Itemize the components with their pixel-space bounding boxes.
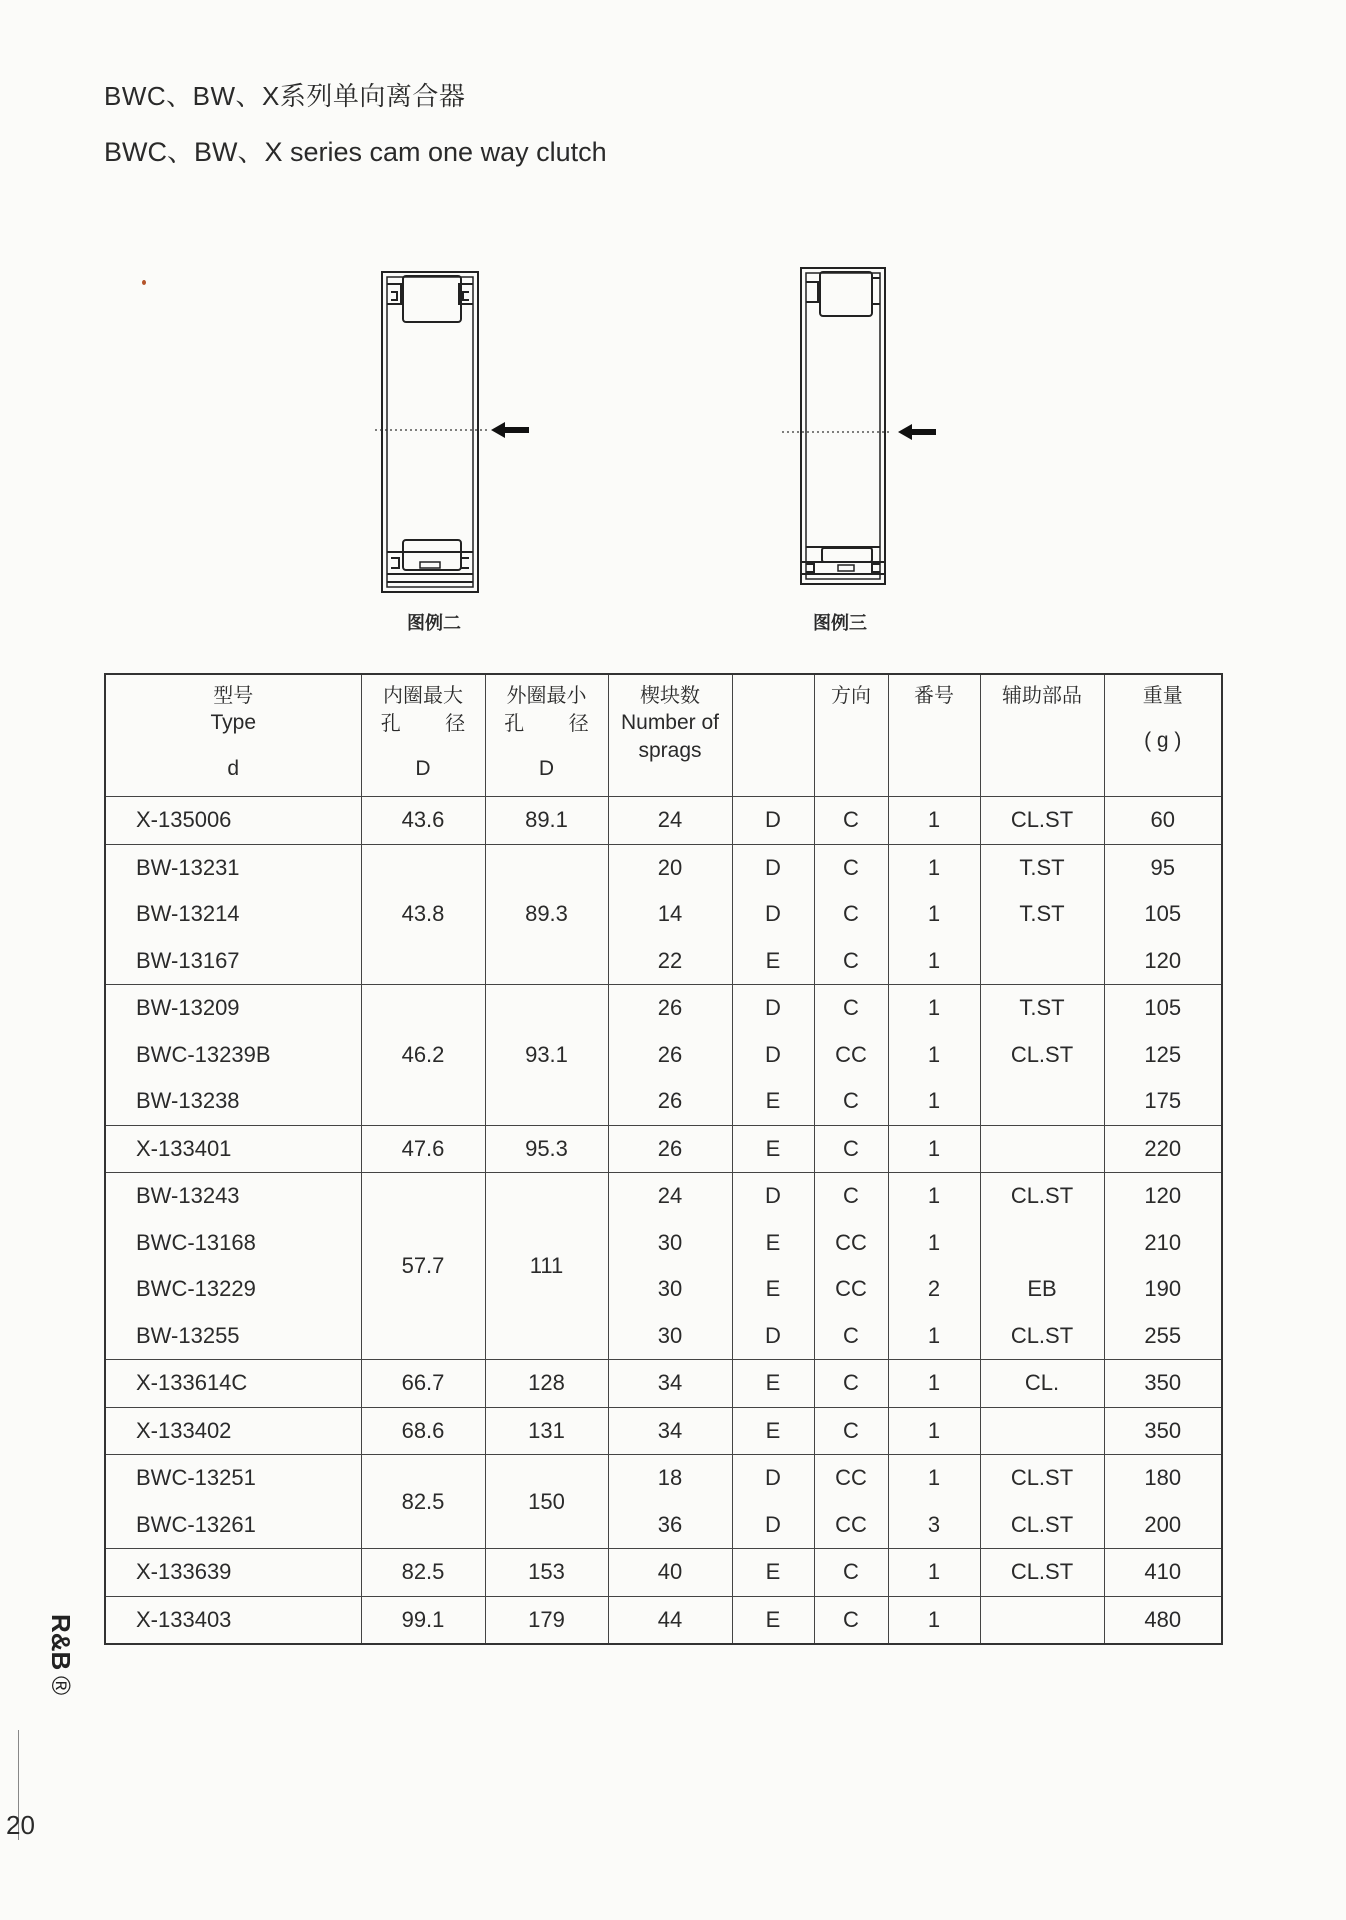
cell-weight: 255 [1104, 1313, 1222, 1360]
cell-number: 1 [888, 1407, 980, 1455]
cell-accessory: EB [980, 1266, 1104, 1313]
cell-outer-bore: 89.1 [485, 797, 608, 845]
header-type: 型号 Type d [105, 674, 361, 797]
table-row [105, 938, 1222, 985]
cell-direction: CC [814, 1502, 888, 1549]
cell-number: 3 [888, 1502, 980, 1549]
cell-accessory: T.ST [980, 985, 1104, 1032]
cell-code: D [732, 1502, 814, 1549]
cell-direction: C [814, 797, 888, 845]
cell-number: 1 [888, 1596, 980, 1644]
cell-sprags: 24 [608, 1173, 732, 1220]
print-speck [142, 280, 146, 285]
cell-number: 1 [888, 938, 980, 985]
cell-code: E [732, 1078, 814, 1125]
cell-number: 1 [888, 1313, 980, 1360]
cell-weight: 175 [1104, 1078, 1222, 1125]
cell-accessory: T.ST [980, 844, 1104, 891]
cell-direction: C [814, 1313, 888, 1360]
table-row [105, 844, 1222, 891]
cell-type: BWC-13239B [105, 1032, 361, 1079]
cell-weight: 200 [1104, 1502, 1222, 1549]
cell-accessory: CL. [980, 1360, 1104, 1408]
page-title-cn: BWC、BW、X系列单向离合器 [104, 81, 466, 111]
cell-outer-bore: 93.1 [485, 985, 608, 1126]
cell-direction: CC [814, 1266, 888, 1313]
cell-outer-bore: 95.3 [485, 1125, 608, 1173]
cell-type: BW-13255 [105, 1313, 361, 1360]
table-row [105, 985, 1222, 1032]
cell-outer-bore: 128 [485, 1360, 608, 1408]
cell-type: BWC-13168 [105, 1220, 361, 1267]
cell-accessory [980, 1220, 1104, 1267]
cell-weight: 210 [1104, 1220, 1222, 1267]
cell-weight: 350 [1104, 1360, 1222, 1408]
cell-number: 1 [888, 1360, 980, 1408]
header-inner-bore: 内圈最大 孔 径 D [361, 674, 485, 797]
cell-inner-bore: 47.6 [361, 1125, 485, 1173]
cell-inner-bore: 43.6 [361, 797, 485, 845]
cell-weight: 220 [1104, 1125, 1222, 1173]
cell-sprags: 18 [608, 1455, 732, 1502]
cell-accessory [980, 1078, 1104, 1125]
cell-accessory: CL.ST [980, 1313, 1104, 1360]
spec-table-body [105, 797, 1222, 1645]
header-accessory: 辅助部品 [980, 674, 1104, 797]
cell-weight: 105 [1104, 891, 1222, 938]
cell-type: X-135006 [105, 797, 361, 845]
cell-outer-bore: 150 [485, 1455, 608, 1549]
table-row [105, 797, 1222, 845]
cell-type: X-133403 [105, 1596, 361, 1644]
cell-outer-bore: 153 [485, 1549, 608, 1597]
cell-sprags: 20 [608, 844, 732, 891]
cell-code: E [732, 1549, 814, 1597]
cell-sprags: 34 [608, 1407, 732, 1455]
cell-inner-bore: 66.7 [361, 1360, 485, 1408]
cell-number: 1 [888, 844, 980, 891]
cell-number: 1 [888, 1125, 980, 1173]
figure-two-caption: 图例二 [407, 613, 461, 633]
header-sprags: 楔块数 Number of sprags [608, 674, 732, 797]
header-direction: 方向 [814, 674, 888, 797]
cell-type: BW-13167 [105, 938, 361, 985]
cell-weight: 125 [1104, 1032, 1222, 1079]
table-row [105, 1360, 1222, 1408]
cell-accessory: CL.ST [980, 1455, 1104, 1502]
cell-code: E [732, 1360, 814, 1408]
cell-direction: C [814, 1596, 888, 1644]
table-row [105, 1596, 1222, 1644]
table-row [105, 1549, 1222, 1597]
cell-number: 1 [888, 1078, 980, 1125]
table-row [105, 1220, 1222, 1267]
header-weight: 重量 ( g ) [1104, 674, 1222, 797]
brand-text: R&B [46, 1614, 76, 1671]
cell-type: X-133614C [105, 1360, 361, 1408]
cell-type: X-133639 [105, 1549, 361, 1597]
cell-code: E [732, 1125, 814, 1173]
cell-outer-bore: 179 [485, 1596, 608, 1644]
cell-number: 2 [888, 1266, 980, 1313]
table-row [105, 1266, 1222, 1313]
cell-number: 1 [888, 1032, 980, 1079]
figure-two-drawing [365, 262, 545, 592]
cell-sprags: 36 [608, 1502, 732, 1549]
cell-sprags: 26 [608, 1125, 732, 1173]
cell-weight: 480 [1104, 1596, 1222, 1644]
cell-weight: 180 [1104, 1455, 1222, 1502]
cell-sprags: 26 [608, 1032, 732, 1079]
cell-accessory: CL.ST [980, 1032, 1104, 1079]
cell-outer-bore: 131 [485, 1407, 608, 1455]
cell-direction: C [814, 844, 888, 891]
cell-weight: 105 [1104, 985, 1222, 1032]
cell-sprags: 44 [608, 1596, 732, 1644]
cell-direction: C [814, 1549, 888, 1597]
cell-type: BW-13231 [105, 844, 361, 891]
cell-accessory [980, 938, 1104, 985]
cell-sprags: 30 [608, 1266, 732, 1313]
cell-type: BWC-13229 [105, 1266, 361, 1313]
cell-weight: 410 [1104, 1549, 1222, 1597]
cell-weight: 95 [1104, 844, 1222, 891]
cell-sprags: 40 [608, 1549, 732, 1597]
cell-outer-bore: 111 [485, 1173, 608, 1360]
cell-code: D [732, 1032, 814, 1079]
cell-direction: CC [814, 1032, 888, 1079]
table-header-row [105, 674, 1222, 797]
cell-accessory: CL.ST [980, 1173, 1104, 1220]
cell-code: E [732, 1596, 814, 1644]
figure-three-drawing [770, 262, 960, 592]
brand-logo [22, 1612, 76, 1722]
cell-type: BW-13209 [105, 985, 361, 1032]
cell-direction: C [814, 1078, 888, 1125]
cell-type: BW-13214 [105, 891, 361, 938]
cell-weight: 60 [1104, 797, 1222, 845]
table-row [105, 1313, 1222, 1360]
cell-code: D [732, 1173, 814, 1220]
cell-type: BWC-13261 [105, 1502, 361, 1549]
cell-weight: 190 [1104, 1266, 1222, 1313]
cell-type: BW-13238 [105, 1078, 361, 1125]
cell-inner-bore: 99.1 [361, 1596, 485, 1644]
cell-sprags: 26 [608, 985, 732, 1032]
cell-sprags: 30 [608, 1313, 732, 1360]
cell-accessory [980, 1596, 1104, 1644]
cell-inner-bore: 57.7 [361, 1173, 485, 1360]
page-number: 20 [6, 1810, 35, 1840]
cell-number: 1 [888, 1455, 980, 1502]
cell-code: D [732, 985, 814, 1032]
cell-sprags: 24 [608, 797, 732, 845]
cell-accessory: T.ST [980, 891, 1104, 938]
cell-sprags: 30 [608, 1220, 732, 1267]
table-row [105, 891, 1222, 938]
cell-inner-bore: 43.8 [361, 844, 485, 985]
cell-code: D [732, 1313, 814, 1360]
cell-direction: C [814, 1125, 888, 1173]
cell-accessory: CL.ST [980, 1502, 1104, 1549]
cell-sprags: 26 [608, 1078, 732, 1125]
figure-three-caption: 图例三 [813, 613, 867, 633]
cell-direction: CC [814, 1220, 888, 1267]
cell-number: 1 [888, 985, 980, 1032]
spec-table [104, 673, 1223, 1645]
cell-inner-bore: 68.6 [361, 1407, 485, 1455]
cell-direction: C [814, 938, 888, 985]
cell-accessory [980, 1407, 1104, 1455]
cell-inner-bore: 46.2 [361, 985, 485, 1126]
cell-code: D [732, 797, 814, 845]
cell-number: 1 [888, 797, 980, 845]
cell-number: 1 [888, 891, 980, 938]
cell-weight: 120 [1104, 938, 1222, 985]
table-row [105, 1455, 1222, 1502]
cell-sprags: 14 [608, 891, 732, 938]
cell-direction: C [814, 891, 888, 938]
header-blank [732, 674, 814, 797]
cell-number: 1 [888, 1173, 980, 1220]
cell-outer-bore: 89.3 [485, 844, 608, 985]
cell-weight: 350 [1104, 1407, 1222, 1455]
table-row [105, 1125, 1222, 1173]
header-outer-bore: 外圈最小 孔 径 D [485, 674, 608, 797]
cell-code: D [732, 891, 814, 938]
cell-code: E [732, 1266, 814, 1313]
cell-accessory: CL.ST [980, 797, 1104, 845]
cell-inner-bore: 82.5 [361, 1549, 485, 1597]
table-row [105, 1407, 1222, 1455]
cell-code: E [732, 938, 814, 985]
cell-direction: C [814, 1360, 888, 1408]
table-row [105, 1032, 1222, 1079]
cell-number: 1 [888, 1549, 980, 1597]
header-number: 番号 [888, 674, 980, 797]
cell-code: D [732, 844, 814, 891]
cell-number: 1 [888, 1220, 980, 1267]
cell-code: D [732, 1455, 814, 1502]
table-row [105, 1502, 1222, 1549]
cell-code: E [732, 1220, 814, 1267]
cell-type: BW-13243 [105, 1173, 361, 1220]
cell-direction: C [814, 985, 888, 1032]
cell-weight: 120 [1104, 1173, 1222, 1220]
cell-type: X-133401 [105, 1125, 361, 1173]
cell-sprags: 22 [608, 938, 732, 985]
cell-accessory: CL.ST [980, 1549, 1104, 1597]
table-row [105, 1078, 1222, 1125]
cell-sprags: 34 [608, 1360, 732, 1408]
cell-type: X-133402 [105, 1407, 361, 1455]
cell-inner-bore: 82.5 [361, 1455, 485, 1549]
page-title-en: BWC、BW、X series cam one way clutch [104, 137, 607, 167]
cell-type: BWC-13251 [105, 1455, 361, 1502]
cell-direction: CC [814, 1455, 888, 1502]
cell-direction: C [814, 1173, 888, 1220]
cell-direction: C [814, 1407, 888, 1455]
cell-accessory [980, 1125, 1104, 1173]
registered-mark: ® [46, 1676, 76, 1696]
table-row [105, 1173, 1222, 1220]
cell-code: E [732, 1407, 814, 1455]
